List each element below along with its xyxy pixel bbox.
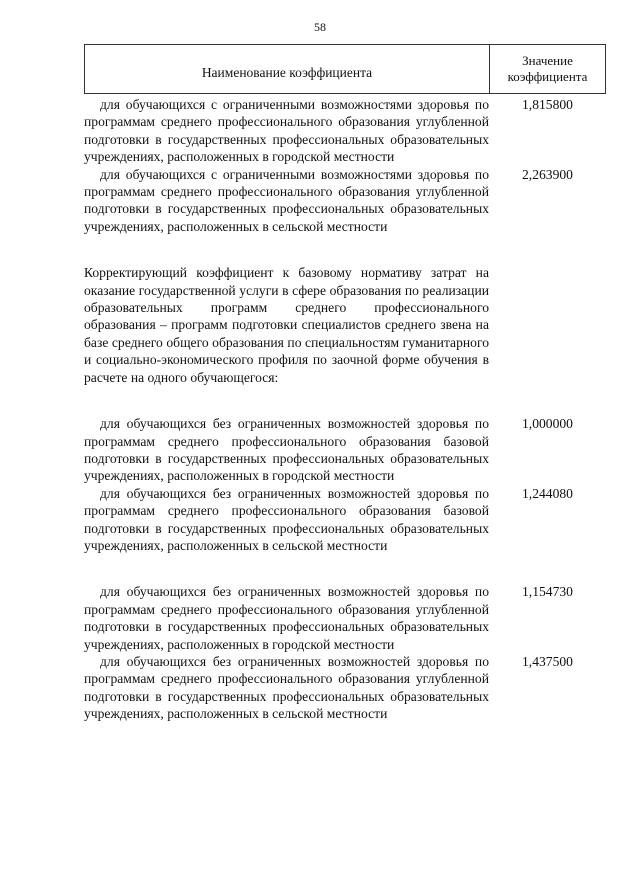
section-heading: Корректирующий коэффициент к базовому нормативу затрат на оказание государственной услуги в сфере образования по реализации образовательных программ среднего профессионального образования – программ подготовки специалистов среднего звена на базе среднего общего образования по специальностям гуманитарного и социально-экономического профиля по заочной форме обучения в расчете на одного обучающегося:	[84, 265, 489, 385]
coefficient-table-body	[84, 96, 606, 723]
row-value: 2,263900	[522, 166, 573, 182]
header-coefficient-name: Наименование коэффициента	[85, 45, 490, 93]
table-row	[84, 653, 606, 723]
page-number: 58	[314, 20, 326, 34]
row-value: 1,437500	[522, 653, 573, 669]
table-header	[84, 44, 606, 94]
header-coefficient-value: Значение коэффициента	[507, 53, 588, 84]
row-description: для обучающихся с ограниченными возможностями здоровья по программам среднего профессионального образования углубленной подготовки в государственных профессиональных образовательных учреждениях, расположенных в городской местности	[84, 97, 489, 165]
row-description: для обучающихся без ограниченных возможностей здоровья по программам среднего профессионального образования базовой подготовки в государственных профессиональных образовательных учреждениях, расположенных в городской местности	[84, 416, 489, 484]
row-value: 1,154730	[522, 584, 573, 600]
row-description: для обучающихся без ограниченных возможностей здоровья по программам среднего профессионального образования углубленной подготовки в государственных профессиональных образовательных учреждениях, расположенных в городской местности	[84, 584, 489, 652]
table-row	[84, 415, 606, 485]
table-row	[84, 96, 606, 166]
row-description: для обучающихся без ограниченных возможностей здоровья по программам среднего профессионального образования углубленной подготовки в государственных профессиональных образовательных учреждениях, расположенных в сельской местности	[84, 653, 489, 722]
table-row	[84, 166, 606, 236]
row-value: 1,000000	[522, 416, 573, 432]
table-row	[84, 583, 606, 653]
row-value: 1,244080	[522, 485, 573, 501]
row-description: для обучающихся без ограниченных возможностей здоровья по программам среднего профессионального образования базовой подготовки в государственных профессиональных образовательных учреждениях, расположенных в сельской местности	[84, 485, 489, 553]
row-description: для обучающихся с ограниченными возможностями здоровья по программам среднего профессионального образования углубленной подготовки в государственных профессиональных образовательных учреждениях, расположенных в сельской местности	[84, 166, 489, 234]
row-value: 1,815800	[522, 97, 573, 112]
section-heading-row	[84, 264, 606, 386]
spacer	[84, 554, 606, 583]
row-value-empty	[489, 264, 606, 386]
spacer	[84, 235, 606, 264]
spacer	[84, 386, 606, 415]
table-row	[84, 485, 606, 555]
